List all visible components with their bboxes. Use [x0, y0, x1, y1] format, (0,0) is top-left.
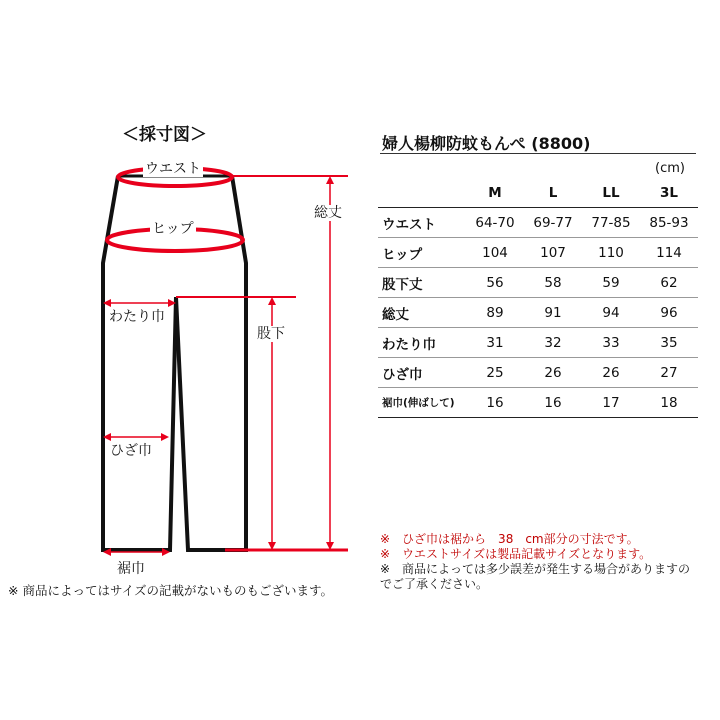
knee-label: ひざ巾 [110, 443, 152, 459]
table-cell: 26 [582, 358, 640, 388]
hem-label: 裾巾 [117, 561, 145, 577]
table-cell: 18 [640, 388, 698, 418]
row-label: ヒップ [378, 238, 466, 268]
diagram-title: ＜採寸図＞ [122, 125, 207, 145]
table-cell: 77-85 [582, 208, 640, 238]
table-cell: 104 [466, 238, 524, 268]
table-cell: 26 [524, 358, 582, 388]
table-cell: 17 [582, 388, 640, 418]
measurement-diagram [0, 0, 370, 600]
size-table [378, 178, 698, 418]
table-header-row [378, 178, 698, 208]
table-cell: 110 [582, 238, 640, 268]
row-label: 裾巾(伸ばして) [378, 388, 466, 418]
table-cell: 33 [582, 328, 640, 358]
table-cell: 69-77 [524, 208, 582, 238]
hip-label: ヒップ [152, 221, 194, 237]
table-cell: 16 [524, 388, 582, 418]
table-cell: 59 [582, 268, 640, 298]
table-row [378, 208, 698, 238]
table-cell: 89 [466, 298, 524, 328]
header-cell: LL [582, 178, 640, 208]
table-cell: 91 [524, 298, 582, 328]
row-label: ひざ巾 [378, 358, 466, 388]
product-title: 婦人楊柳防蚊もんぺ (8800) [382, 134, 591, 153]
table-row [378, 388, 698, 418]
table-cell: 32 [524, 328, 582, 358]
length-label: 総丈 [314, 205, 342, 221]
table-cell: 114 [640, 238, 698, 268]
notes [380, 532, 690, 592]
header-cell: M [466, 178, 524, 208]
header-cell [378, 178, 466, 208]
table-cell: 35 [640, 328, 698, 358]
table-row [378, 328, 698, 358]
table-row [378, 268, 698, 298]
thigh-label: わたり巾 [109, 309, 165, 325]
table-cell: 56 [466, 268, 524, 298]
note-knee: ※ ひざ巾は裾から 38 cm部分の寸法です。 [380, 532, 639, 546]
table-cell: 25 [466, 358, 524, 388]
note-waist: ※ ウエストサイズは製品記載サイズとなります。 [380, 547, 652, 561]
table-cell: 94 [582, 298, 640, 328]
header-cell: L [524, 178, 582, 208]
row-label: ウエスト [378, 208, 466, 238]
table-row [378, 298, 698, 328]
table-cell: 85-93 [640, 208, 698, 238]
table-cell: 16 [466, 388, 524, 418]
table-row [378, 358, 698, 388]
row-label: わたり巾 [378, 328, 466, 358]
table-row [378, 238, 698, 268]
table-cell: 62 [640, 268, 698, 298]
unit-label: (cm) [655, 161, 685, 176]
note-tolerance: ※ 商品によっては多少誤差が発生する場合がありますの [380, 562, 691, 576]
inseam-label: 股下 [257, 326, 285, 342]
table-cell: 96 [640, 298, 698, 328]
note-tolerance-cont: でご了承ください。 [380, 577, 489, 591]
title-divider [380, 153, 696, 154]
diagram-note: ※ 商品によってはサイズの記載がないものもございます。 [8, 583, 333, 598]
table-cell: 31 [466, 328, 524, 358]
table-cell: 58 [524, 268, 582, 298]
waist-label: ウエスト [145, 161, 201, 177]
table-cell: 27 [640, 358, 698, 388]
row-label: 股下丈 [378, 268, 466, 298]
table-cell: 107 [524, 238, 582, 268]
header-cell: 3L [640, 178, 698, 208]
row-label: 総丈 [378, 298, 466, 328]
table-cell: 64-70 [466, 208, 524, 238]
